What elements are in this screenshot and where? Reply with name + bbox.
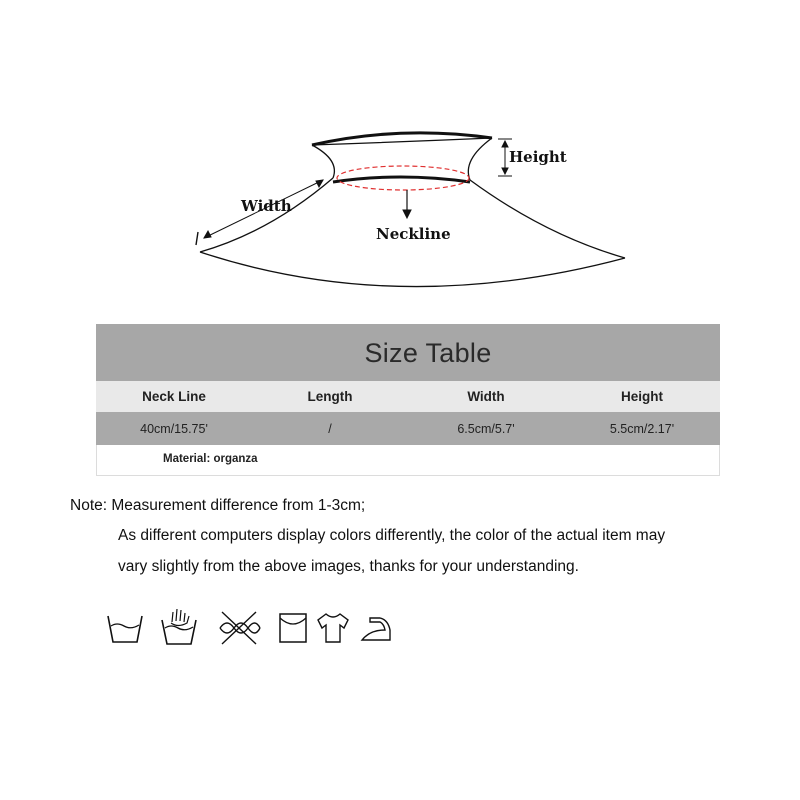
size-table-title: Size Table xyxy=(364,338,492,368)
height-label: Height xyxy=(509,148,567,166)
value-length: / xyxy=(328,421,332,436)
value-width: 6.5cm/5.7' xyxy=(457,421,515,436)
header-height: Height xyxy=(621,389,663,404)
hand-wash-icon xyxy=(158,606,204,650)
size-table-header-row xyxy=(96,381,720,412)
value-height: 5.5cm/2.17' xyxy=(609,421,675,436)
collar-diagram xyxy=(0,0,800,320)
note-line-1: Note: Measurement difference from 1-3cm; xyxy=(70,497,366,514)
wash-basin-icon xyxy=(104,606,150,650)
material-text: Material: organza xyxy=(163,453,258,465)
width-label: Width xyxy=(241,197,292,215)
size-table-material-row xyxy=(96,445,720,476)
value-neck-line: 40cm/15.75' xyxy=(140,421,208,436)
size-table xyxy=(96,324,720,476)
care-icons xyxy=(104,606,404,650)
size-table-title-band xyxy=(96,324,720,381)
neckline-label: Neckline xyxy=(376,225,451,243)
iron-icon xyxy=(356,606,396,650)
header-neck-line: Neck Line xyxy=(142,389,206,404)
hang-dry-shirt-icon xyxy=(314,606,352,650)
dry-flat-icon xyxy=(276,606,310,650)
size-table-value-row xyxy=(96,412,720,445)
do-not-wring-icon xyxy=(214,606,264,650)
note-line-2: As different computers display colors differently, the color of the actual item may xyxy=(118,527,666,544)
header-width: Width xyxy=(467,389,505,404)
header-length: Length xyxy=(307,389,353,404)
neckline-arrow xyxy=(403,190,411,218)
note-line-3: vary slightly from the above images, thanks for your understanding. xyxy=(118,558,579,575)
